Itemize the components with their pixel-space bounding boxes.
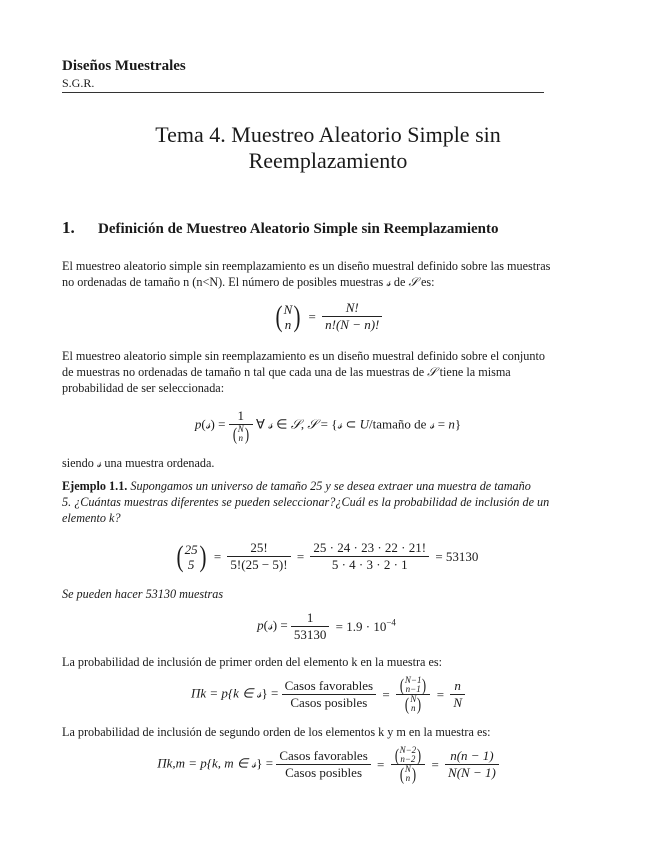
paragraph-2-line3: probabilidad de ser seleccionada: (62, 381, 225, 395)
example-label: Ejemplo 1.1. (62, 479, 128, 493)
header-title: Diseños Muestrales (62, 58, 186, 74)
section-number: 1. (62, 218, 75, 237)
example-text-1: Supongamos un universo de tamaño 25 y se desea extraer una muestra de tamaño (130, 479, 531, 493)
header-subtitle: S.G.R. (62, 76, 95, 90)
samples-count-text: Se pueden hacer 53130 muestras (62, 587, 224, 601)
example-text-3: elemento k? (62, 511, 121, 525)
example-1-1 (62, 478, 598, 526)
paragraph-2-line1: El muestreo aleatorio simple sin reemplazamiento es un diseño muestral definido sobre el conjunto (62, 349, 545, 363)
paragraph-2-line2: de muestras no ordenadas de tamaño n tal que cada una de las muestras de 𝒮 tiene la misma (62, 365, 511, 379)
second-order-text: La probabilidad de inclusión de segundo orden de los elementos k y m en la muestra es: (62, 725, 491, 739)
paragraph-2 (62, 348, 598, 396)
equation-probability: p(𝓈) = 1 ( N n ) ∀ 𝓈 ∈ 𝒮, 𝒮 = {𝓈 ⊂ U/tamaño de 𝓈 = n} (194, 408, 462, 445)
equation-second-order: Πk,m = p{k, m ∈ 𝓈} = $\frac{\text{Casos favorables}}{\text{Casos posibles}}$ = ( N−2 n−2 ) ( N n ) = $\frac{n(n - 1)}{N(N - 1)}$ (62, 746, 594, 783)
paragraph-1 (62, 258, 598, 290)
paragraph-1-line1: El muestreo aleatorio simple sin reemplazamiento es un diseño muestral definido sobre las muestras (62, 259, 551, 273)
section-title: Definición de Muestreo Aleatorio Simple sin Reemplazamiento (98, 221, 499, 237)
document-title-line2: Reemplazamiento (248, 148, 408, 173)
document-title (62, 122, 594, 174)
document-title-line1: Tema 4. Muestreo Aleatorio Simple sin (155, 122, 501, 147)
siendo-line: siendo 𝓈 una muestra ordenada. (62, 456, 215, 470)
header-rule (62, 92, 544, 93)
equation-first-order: Πk = p{k ∈ 𝓈} = $\frac{\text{Casos favorables}}{\text{Casos posibles}}$ = ( N−1 n−1 ) ( N n ) = $\frac{n}{N}$ (62, 676, 594, 713)
equation-example: ( 25 5 ) = $\frac{25!}{5!(25 - 5)!}$ = $\frac{25 \cdot 24 \cdot 23 \cdot 22 \cdot 21!}{5 \cdot 4 \cdot 3 \cdot 2 \cdot 1}$ = 53130 (176, 539, 479, 573)
first-order-text: La probabilidad de inclusión de primer orden del elemento k en la muestra es: (62, 655, 443, 669)
section-heading (62, 218, 499, 238)
equation-binomial: ( N n ) = $\frac{N!}{n!(N - n)!}$ (62, 300, 594, 333)
paragraph-1-line2: no ordenadas de tamaño n (n<N). El número de posibles muestras 𝓈 de 𝒮 es: (62, 275, 435, 289)
equation-sample-probability: p(𝓈) = $\frac{1}{53130}$ = $1.9 \cdot 10^{-4}$ (257, 610, 396, 642)
example-text-2: 5. ¿Cuántas muestras diferentes se pueden seleccionar?¿Cuál es la probabilidad de inclusión de un (62, 495, 550, 509)
